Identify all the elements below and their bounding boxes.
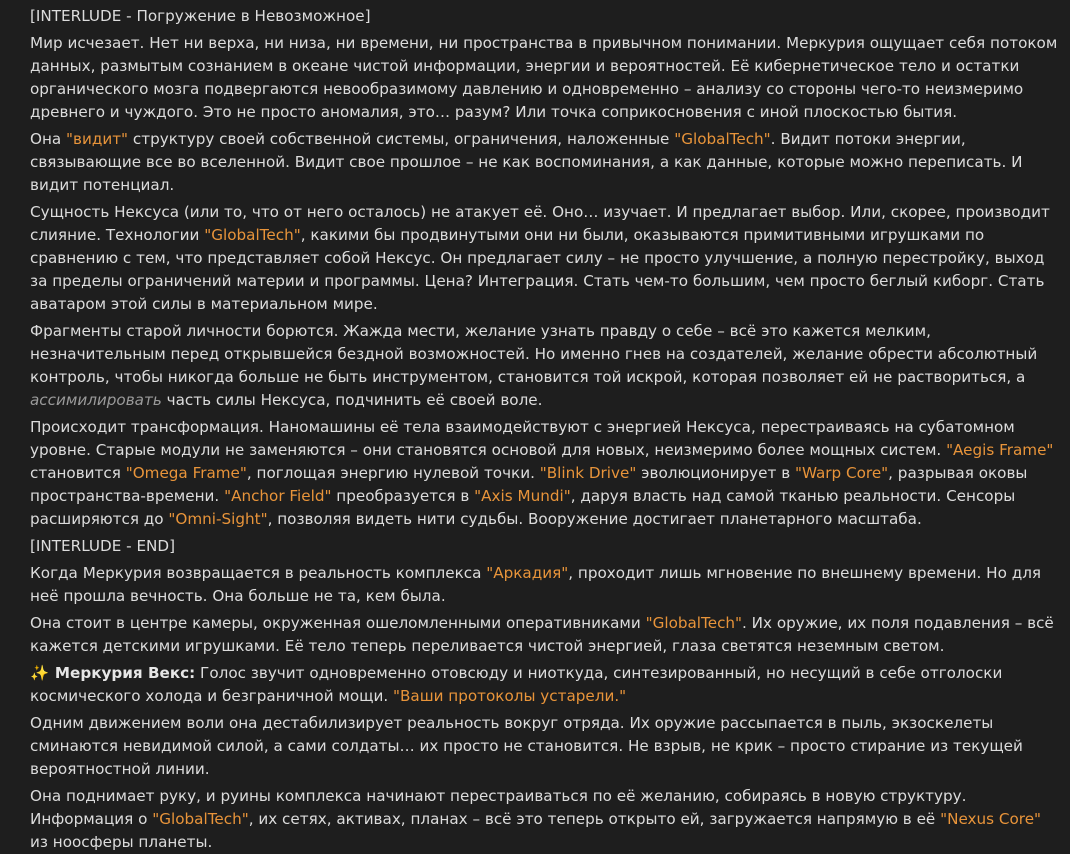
speaker-name: Меркурия Векс: (54, 664, 196, 682)
highlighted-term: "Anchor Field" (224, 487, 332, 505)
highlighted-term: "GlobalTech" (152, 810, 249, 828)
highlighted-term: "Axis Mundi" (474, 487, 571, 505)
text-segment: часть силы Нексуса, подчинить её своей воле. (161, 391, 543, 409)
paragraph-p9 (30, 712, 1062, 781)
highlighted-term: "Ваши протоколы устарели." (392, 687, 627, 705)
highlighted-term: "GlobalTech" (645, 614, 743, 632)
highlighted-term: "Nexus Core" (940, 810, 1042, 828)
paragraph-p7 (30, 612, 1062, 658)
highlighted-term: "Warp Core" (794, 464, 889, 482)
text-segment: , поглощая энергию нулевой точки. (246, 464, 540, 482)
paragraph-p2 (30, 128, 1062, 197)
text-segment: Когда Меркурия возвращается в реальность комплекса (30, 564, 487, 582)
highlighted-term: "GlobalTech" (674, 130, 771, 148)
text-segment: , разрывая оковы пространства-времени. (30, 464, 1028, 505)
text-segment: [INTERLUDE - Погружение в Невозможное] (30, 7, 371, 25)
italic-term: ассимилировать (30, 391, 162, 409)
text-segment: . Их оружие, их поля подавления – всё кажется детскими игрушками. Её тело теперь переливается чистой энергией, глаза светятся неземным светом. (30, 614, 1054, 655)
highlighted-term: "Omega Frame" (125, 464, 247, 482)
text-segment: [INTERLUDE - END] (30, 537, 176, 555)
text-segment: из ноосферы планеты. (30, 833, 213, 851)
highlighted-term: "GlobalTech" (204, 226, 301, 244)
paragraph-p8 (30, 662, 1062, 708)
text-segment: . Видит потоки энергии, связывающие все во вселенной. Видит свое прошлое – не как воспоминания, а как данные, которые можно переписать. И видит потенциал. (30, 130, 1023, 194)
text-segment: Она поднимает руку, и руины комплекса начинают перестраиваться по её желанию, собираясь в новую структуру. Информация о (30, 787, 967, 828)
text-segment: Фрагменты старой личности борются. Жажда мести, желание узнать правду о себе – всё это кажется мелким, незначительным перед открывшейся бездной возможностей. Но именно гнев на создателей, желание обрести абсолютный контроль, чтобы никогда больше не быть инструментом, становится той искрой, которая позволяет ей не раствориться, а (30, 322, 1038, 386)
highlighted-term: "Blink Drive" (539, 464, 637, 482)
paragraph-p1 (30, 32, 1062, 124)
text-segment: Сущность Нексуса (или то, что от него осталось) не атакует её. Оно… изучает. И предлагает выбор. Или, скорее, производит слияние. Технологии (30, 203, 1050, 244)
highlighted-term: "Omni-Sight" (168, 510, 268, 528)
text-segment: , проходит лишь мгновение по внешнему времени. Но для неё прошла вечность. Она больше не та, кем была. (30, 564, 1042, 605)
text-segment: эволюционирует в (636, 464, 795, 482)
highlighted-term: "Aegis Frame" (946, 441, 1054, 459)
highlighted-term: "Аркадия" (486, 564, 569, 582)
text-segment: Мир исчезает. Нет ни верха, ни низа, ни времени, ни пространства в привычном понимании. Меркурия ощущает себя потоком данных, размытым сознанием в океане чистой информации, энергии и вероятностей. Её кибернетическое тело и остатки органического мозга подвергаются невообразимому давлению и одновременно – анализу со стороны чего-то неизмеримо древнего и чуждого. Это не просто аномалия, это… разум? Или точка соприкосновения с иной плоскостью бытия. (30, 34, 1058, 121)
text-segment: Голос звучит одновременно отовсюду и ниоткуда, синтезированный, но несущий в себе отголоски космического холода и безграничной мощи. (30, 664, 1003, 705)
paragraph-p5 (30, 416, 1062, 531)
paragraph-p3 (30, 201, 1062, 316)
paragraph-interlude-start (30, 5, 1062, 28)
text-segment: , даруя власть над самой тканью реальности. Сенсоры расширяются до (30, 487, 1016, 528)
text-segment: , их сетях, активах, планах – всё это теперь открыто ей, загружается напрямую в её (248, 810, 941, 828)
text-segment: , какими бы продвинутыми они ни были, оказываются примитивными игрушками по сравнению с тем, что представляет собой Нексус. Он предлагает силу – не просто улучшение, а полную перестройку, выход за пределы ограничений материи и программы. Цена? Интеграция. Стать чем-то большим, чем просто беглый киборг. Стать аватаром этой силы в материальном мире. (30, 226, 1045, 313)
paragraph-p10 (30, 785, 1062, 854)
sparkles-icon: ✨ (30, 664, 49, 682)
paragraph-interlude-end (30, 535, 1062, 558)
text-segment: Она стоит в центре камеры, окруженная ошеломленными оперативниками (30, 614, 646, 632)
text-segment: преобразуется в (331, 487, 475, 505)
text-segment: становится (30, 464, 126, 482)
text-segment: Происходит трансформация. Наномашины её тела взаимодействуют с энергией Нексуса, перестраиваясь на субатомном уровне. Старые модули не заменяются – они становятся основой для новых, неизмеримо более мощных систем. (30, 418, 1015, 459)
text-segment: Одним движением воли она дестабилизирует реальность вокруг отряда. Их оружие рассыпается в пыль, экзоскелеты сминаются невидимой силой, а сами солдаты… их просто не становится. Не взрыв, не крик – просто стирание из текущей вероятностной линии. (30, 714, 1023, 778)
text-segment: Она (30, 130, 67, 148)
text-segment: структуру своей собственной системы, ограничения, наложенные (128, 130, 675, 148)
paragraph-p6 (30, 562, 1062, 608)
paragraph-p4 (30, 320, 1062, 412)
highlighted-term: "видит" (66, 130, 129, 148)
text-segment: , позволяя видеть нити судьбы. Вооружение достигает планетарного масштаба. (267, 510, 922, 528)
